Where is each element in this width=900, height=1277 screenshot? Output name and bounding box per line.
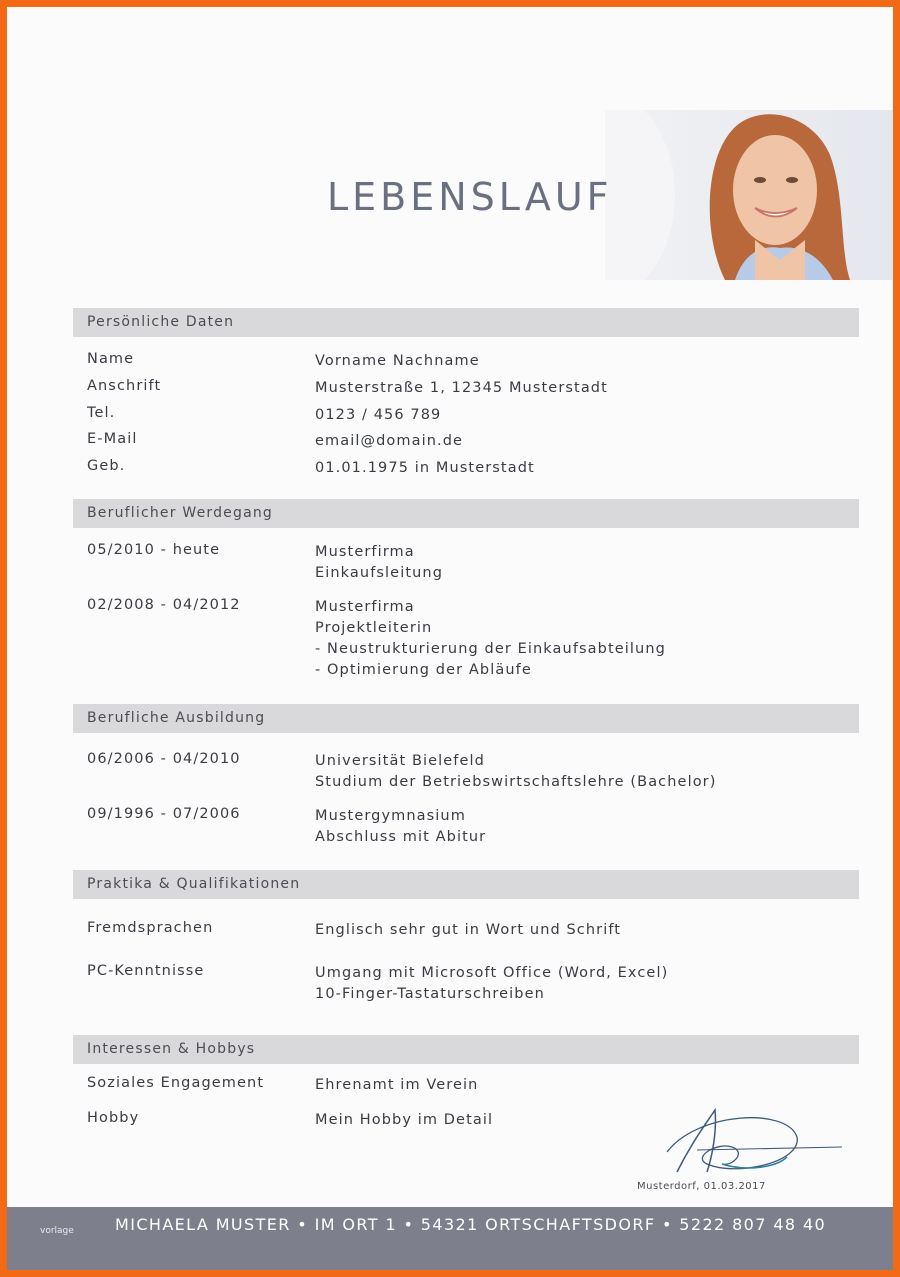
entry-period: 06/2006 - 04/2010 — [87, 751, 241, 767]
entry-details — [315, 751, 716, 793]
section-heading-education: Berufliche Ausbildung — [73, 704, 859, 733]
row-label: E-Mail — [87, 431, 138, 447]
row-value: Ehrenamt im Verein — [315, 1077, 479, 1093]
row-label: Hobby — [87, 1110, 140, 1126]
row-label: Tel. — [87, 405, 116, 421]
entry-period: 02/2008 - 04/2012 — [87, 597, 241, 613]
row-value: 0123 / 456 789 — [315, 407, 442, 423]
entry-line: Studium der Betriebswirtschaftslehre (Bachelor) — [315, 774, 717, 790]
row-value: Musterstraße 1, 12345 Musterstadt — [315, 380, 608, 396]
signature-place-date: Musterdorf, 01.03.2017 — [637, 1181, 766, 1192]
entry-line: Einkaufsleitung — [315, 565, 444, 581]
section-heading-career: Beruflicher Werdegang — [73, 499, 859, 528]
row-label: Anschrift — [87, 378, 162, 394]
entry-details — [315, 963, 668, 1005]
entry-line: 10-Finger-Tastaturschreiben — [315, 986, 545, 1002]
row-value: 01.01.1975 in Musterstadt — [315, 460, 535, 476]
entry-details — [315, 597, 666, 681]
entry-details — [315, 806, 486, 848]
entry-line: - Optimierung der Abläufe — [315, 662, 532, 678]
entry-details — [315, 920, 621, 941]
section-heading-qualifications: Praktika & Qualifikationen — [73, 870, 859, 899]
portrait-image — [605, 110, 893, 280]
entry-period: 09/1996 - 07/2006 — [87, 806, 241, 822]
footer-watermark: vorlage — [40, 1226, 74, 1236]
profile-photo — [605, 110, 893, 280]
entry-line: Projektleiterin — [315, 620, 433, 636]
entry-label: Fremdsprachen — [87, 920, 214, 936]
row-value: Mein Hobby im Detail — [315, 1112, 494, 1128]
entry-line: Mustergymnasium — [315, 808, 466, 824]
entry-line: Umgang mit Microsoft Office (Word, Excel) — [315, 965, 669, 981]
entry-line: - Neustrukturierung der Einkaufsabteilung — [315, 641, 666, 657]
row-label: Geb. — [87, 458, 126, 474]
row-value: Vorname Nachname — [315, 353, 480, 369]
footer-contact-line: MICHAELA MUSTER • IM ORT 1 • 54321 ORTSCHAFTSDORF • 5222 807 48 40 — [115, 1215, 827, 1234]
entry-label: PC-Kenntnisse — [87, 963, 205, 979]
entry-line: Universität Bielefeld — [315, 753, 485, 769]
row-label: Soziales Engagement — [87, 1075, 265, 1091]
document-title: LEBENSLAUF — [327, 175, 613, 219]
section-heading-personal: Persönliche Daten — [73, 308, 859, 337]
entry-line: Musterfirma — [315, 544, 415, 560]
row-value: email@domain.de — [315, 433, 464, 449]
row-label: Name — [87, 351, 135, 367]
entry-details — [315, 542, 443, 584]
entry-line: Englisch sehr gut in Wort und Schrift — [315, 922, 622, 938]
entry-line: Musterfirma — [315, 599, 415, 615]
entry-line: Abschluss mit Abitur — [315, 829, 487, 845]
signature-image — [637, 1102, 847, 1182]
footer-bar — [7, 1207, 893, 1270]
section-heading-hobbies: Interessen & Hobbys — [73, 1035, 859, 1064]
entry-period: 05/2010 - heute — [87, 542, 221, 558]
